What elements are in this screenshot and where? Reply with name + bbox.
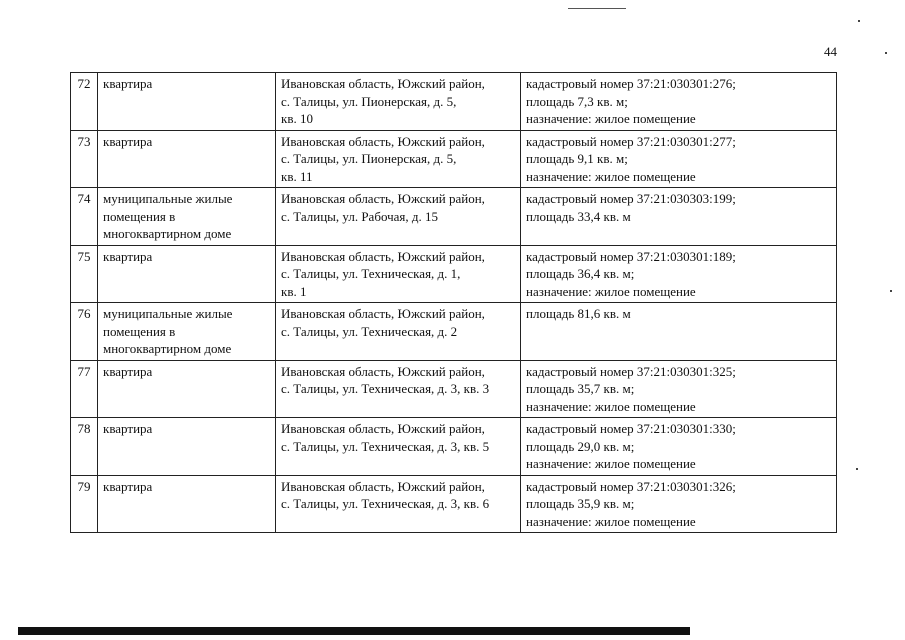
table-row — [71, 475, 837, 533]
address-line: с. Талицы, ул. Техническая, д. 3, кв. 5 — [281, 438, 490, 454]
details-line: назначение: жилое помещение — [526, 168, 696, 184]
scan-edge-bar — [18, 627, 690, 635]
address-line: Ивановская область, Южский район, — [281, 306, 485, 321]
details-line: площадь 7,3 кв. м; — [526, 93, 628, 109]
address-line: Ивановская область, Южский район, — [281, 421, 485, 436]
details-cell — [521, 130, 837, 188]
row-number-cell: 78 — [71, 418, 98, 476]
address-line: с. Талицы, ул. Рабочая, д. 15 — [281, 208, 439, 224]
table-row — [71, 303, 837, 361]
address-cell — [276, 360, 521, 418]
row-number-cell: 72 — [71, 73, 98, 131]
object-type-cell: муниципальные жилые помещения в многоквартирном доме — [98, 303, 276, 361]
address-line: с. Талицы, ул. Пионерская, д. 5, — [281, 151, 457, 166]
table-row — [71, 73, 837, 131]
details-cell — [521, 245, 837, 303]
address-line: кв. 1 — [281, 283, 307, 299]
details-line: назначение: жилое помещение — [526, 456, 696, 471]
object-type-cell: квартира — [98, 475, 276, 533]
details-line: назначение: жилое помещение — [526, 398, 696, 414]
details-line: кадастровый номер 37:21:030303:199; — [526, 191, 736, 206]
details-line: назначение: жилое помещение — [526, 513, 696, 529]
details-line: площадь 29,0 кв. м; — [526, 438, 635, 454]
details-line: кадастровый номер 37:21:030301:325; — [526, 363, 736, 379]
details-cell — [521, 73, 837, 131]
address-line: Ивановская область, Южский район, — [281, 248, 485, 264]
details-cell — [521, 360, 837, 418]
address-line: кв. 10 — [281, 111, 313, 126]
object-type-cell: квартира — [98, 245, 276, 303]
address-cell — [276, 303, 521, 361]
details-line: площадь 36,4 кв. м; — [526, 266, 635, 281]
row-number-cell: 77 — [71, 360, 98, 418]
address-line: Ивановская область, Южский район, — [281, 133, 485, 149]
object-type-cell: квартира — [98, 130, 276, 188]
page-number: 44 — [824, 44, 837, 59]
address-line: Ивановская область, Южский район, — [281, 363, 485, 379]
address-line: с. Талицы, ул. Пионерская, д. 5, — [281, 93, 457, 109]
scan-speck — [890, 290, 892, 292]
details-cell — [521, 188, 837, 246]
table-row — [71, 245, 837, 303]
address-line: с. Талицы, ул. Техническая, д. 1, — [281, 266, 461, 281]
scan-speck — [856, 468, 858, 470]
details-cell — [521, 303, 837, 361]
row-number-cell: 79 — [71, 475, 98, 533]
address-cell — [276, 475, 521, 533]
object-type-cell: квартира — [98, 73, 276, 131]
row-number-cell: 76 — [71, 303, 98, 361]
address-cell — [276, 73, 521, 131]
details-cell — [521, 475, 837, 533]
header-rule — [568, 8, 626, 9]
object-type-cell: квартира — [98, 418, 276, 476]
address-line: Ивановская область, Южский район, — [281, 76, 485, 91]
details-line: кадастровый номер 37:21:030301:276; — [526, 76, 736, 91]
address-line: кв. 11 — [281, 168, 313, 184]
address-line: с. Талицы, ул. Техническая, д. 3, кв. 3 — [281, 381, 490, 396]
address-cell — [276, 130, 521, 188]
details-line: площадь 35,7 кв. м; — [526, 381, 635, 396]
details-line: кадастровый номер 37:21:030301:330; — [526, 421, 736, 436]
details-line: кадастровый номер 37:21:030301:277; — [526, 133, 736, 149]
scan-speck — [885, 52, 887, 54]
details-line: площадь 33,4 кв. м — [526, 208, 631, 224]
details-line: площадь 9,1 кв. м; — [526, 151, 628, 166]
property-table — [70, 72, 837, 533]
details-line: кадастровый номер 37:21:030301:189; — [526, 248, 736, 264]
details-cell — [521, 418, 837, 476]
table-row — [71, 188, 837, 246]
details-line: назначение: жилое помещение — [526, 111, 696, 126]
address-line: Ивановская область, Южский район, — [281, 478, 485, 494]
address-line: с. Талицы, ул. Техническая, д. 3, кв. 6 — [281, 496, 490, 511]
object-type-cell: муниципальные жилые помещения в многоквартирном доме — [98, 188, 276, 246]
address-line: Ивановская область, Южский район, — [281, 191, 485, 206]
table-row — [71, 418, 837, 476]
address-cell — [276, 188, 521, 246]
table-row — [71, 360, 837, 418]
scan-speck — [858, 20, 860, 22]
address-cell — [276, 245, 521, 303]
details-line: назначение: жилое помещение — [526, 283, 696, 299]
object-type-cell: квартира — [98, 360, 276, 418]
row-number-cell: 74 — [71, 188, 98, 246]
details-line: кадастровый номер 37:21:030301:326; — [526, 478, 736, 494]
details-line: площадь 81,6 кв. м — [526, 306, 631, 321]
table-row — [71, 130, 837, 188]
address-line: с. Талицы, ул. Техническая, д. 2 — [281, 323, 458, 339]
row-number-cell: 73 — [71, 130, 98, 188]
address-cell — [276, 418, 521, 476]
details-line: площадь 35,9 кв. м; — [526, 496, 635, 511]
row-number-cell: 75 — [71, 245, 98, 303]
